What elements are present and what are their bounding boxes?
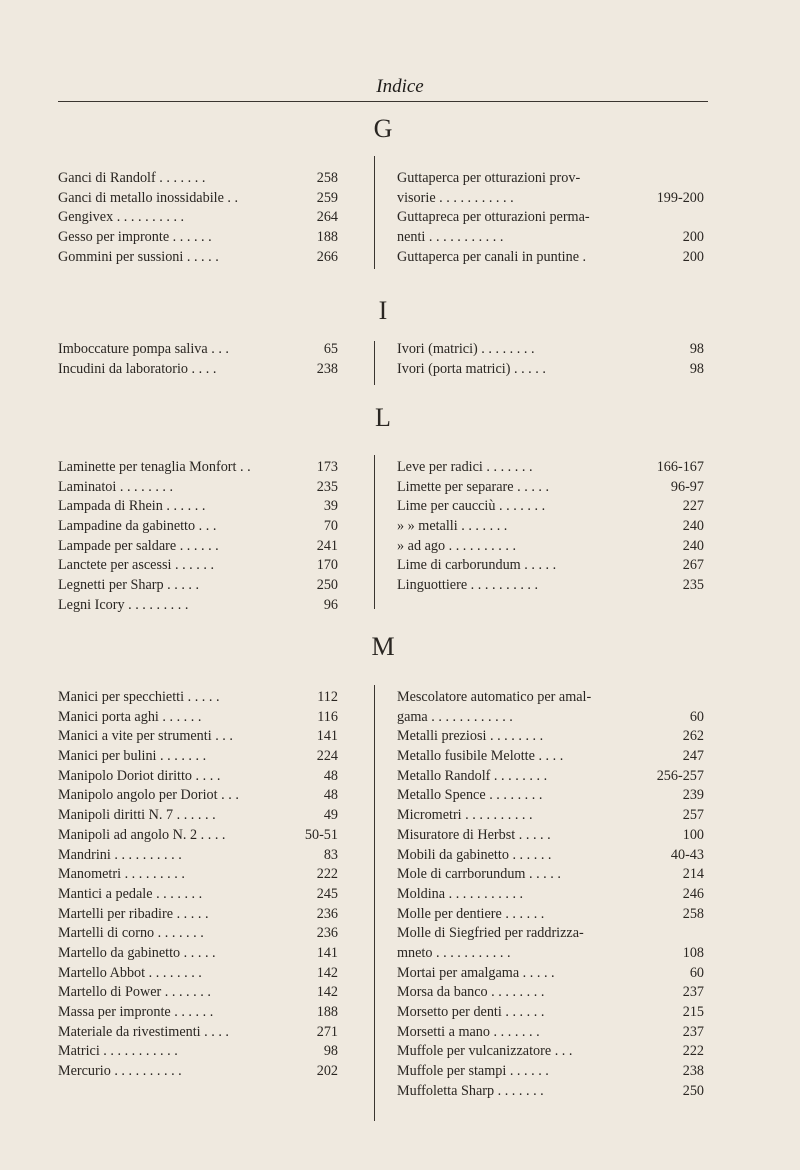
entry-page-number: 238 (316, 360, 338, 377)
index-entry (397, 1062, 704, 1082)
entry-label: Metallo fusibile Melotte . . . . (397, 748, 564, 765)
index-entry (58, 944, 338, 964)
index-entry (397, 905, 704, 925)
entry-page-number: 188 (316, 1004, 338, 1020)
index-entry (58, 905, 338, 925)
entry-page-number: 199-200 (656, 189, 704, 206)
entry-page-number: 259 (316, 189, 338, 206)
entry-page-number: 262 (682, 728, 704, 745)
index-entry (397, 786, 704, 806)
entry-label: Limette per separare . . . . . (397, 478, 550, 495)
index-entry (58, 248, 338, 268)
entry-page-number: 250 (682, 1082, 704, 1099)
entry-label: Martello da gabinetto . . . . . (58, 944, 216, 961)
entry-label: Mandrini . . . . . . . . . . (58, 846, 182, 863)
entry-label: Ganci di Randolf . . . . . . . (58, 170, 206, 186)
entry-label: Legni Icory . . . . . . . . . (58, 596, 189, 613)
entry-page-number: 239 (682, 787, 704, 804)
section-letter: M (371, 632, 395, 661)
index-entry (397, 537, 704, 557)
index-entry (58, 924, 338, 944)
entry-label: Guttaperca per canali in puntine . (397, 248, 587, 265)
index-entry (58, 885, 338, 905)
index-entry (58, 786, 338, 806)
index-entry (397, 169, 704, 189)
section-letter: G (373, 114, 393, 143)
entry-label: Mole di carrborundum . . . . . (397, 866, 561, 883)
index-entry (397, 556, 704, 576)
index-entry (58, 983, 338, 1003)
entry-label: Gommini per sussioni . . . . . (58, 248, 219, 265)
entry-label: Lime per caucciù . . . . . . . (397, 498, 546, 515)
index-entry (58, 727, 338, 747)
index-entry (397, 478, 704, 498)
left-column (58, 688, 338, 1082)
entry-label: Lanctete per ascessi . . . . . . (58, 557, 215, 574)
index-entry (58, 1042, 338, 1062)
entry-label: Manipolo Doriot diritto . . . . (58, 767, 221, 784)
entry-label: Gesso per impronte . . . . . . (58, 229, 212, 246)
entry-page-number: 235 (682, 577, 704, 594)
index-entry (397, 1042, 704, 1062)
index-entry (58, 596, 338, 616)
index-entry (58, 846, 338, 866)
index-entry (397, 228, 704, 248)
entry-label: Manici porta aghi . . . . . . (58, 708, 202, 725)
entry-label: Moldina . . . . . . . . . . . (397, 885, 524, 902)
entry-page-number: 98 (323, 1043, 338, 1060)
entry-page-number: 227 (682, 498, 704, 515)
entry-label: Morsetti a mano . . . . . . . (397, 1023, 540, 1040)
index-entry (58, 688, 338, 708)
entry-label: Lampadine da gabinetto . . . (58, 518, 217, 535)
entry-label: visorie . . . . . . . . . . . (397, 189, 514, 206)
right-column (397, 688, 704, 1101)
entry-page-number: 96 (323, 596, 338, 613)
index-entry (397, 248, 704, 268)
index-entry (397, 189, 704, 209)
index-entry (397, 826, 704, 846)
entry-label: Leve per radici . . . . . . . (397, 459, 533, 475)
index-entry (397, 885, 704, 905)
index-entry (58, 1062, 338, 1082)
entry-page-number: 238 (682, 1063, 704, 1080)
header-rule (58, 101, 708, 102)
entry-label: Mantici a pedale . . . . . . . (58, 885, 203, 902)
section-letter: I (378, 296, 388, 325)
section-letter: L (375, 403, 391, 432)
entry-page-number: 266 (316, 248, 338, 265)
index-entry (58, 767, 338, 787)
entry-page-number: 214 (682, 866, 704, 883)
entry-label: Manipoli diritti N. 7 . . . . . . (58, 807, 216, 824)
entry-label: Metallo Randolf . . . . . . . . (397, 767, 548, 784)
entry-page-number: 40-43 (670, 846, 704, 863)
entry-page-number: 246 (682, 885, 704, 902)
index-entry (397, 747, 704, 767)
index-entry (397, 1023, 704, 1043)
entry-page-number: 141 (316, 728, 338, 745)
entry-label: gama . . . . . . . . . . . . (397, 708, 513, 725)
entry-page-number: 202 (316, 1063, 338, 1080)
entry-page-number: 70 (323, 518, 338, 535)
entry-page-number: 50-51 (304, 826, 338, 843)
entry-label: Martelli per ribadire . . . . . (58, 905, 209, 922)
index-entry (58, 340, 338, 360)
index-entry (397, 924, 704, 944)
index-entry (58, 517, 338, 537)
entry-page-number: 188 (316, 229, 338, 246)
entry-page-number: 240 (682, 518, 704, 535)
entry-label: Metalli preziosi . . . . . . . . (397, 728, 544, 745)
right-column (397, 458, 704, 596)
entry-page-number: 170 (316, 557, 338, 574)
entry-page-number: 142 (316, 984, 338, 1001)
entry-label: Molle per dentiere . . . . . . (397, 905, 545, 922)
index-entry (58, 497, 338, 517)
entry-page-number: 60 (689, 708, 704, 725)
entry-page-number: 236 (316, 905, 338, 922)
entry-page-number: 173 (316, 459, 338, 475)
entry-label: Manici a vite per strumenti . . . (58, 728, 233, 745)
entry-label: Lampada di Rhein . . . . . . (58, 498, 206, 515)
index-entry (397, 767, 704, 787)
entry-label: Martello Abbot . . . . . . . . (58, 964, 202, 981)
entry-label: Manipoli ad angolo N. 2 . . . . (58, 826, 226, 843)
index-entry (397, 806, 704, 826)
entry-label: Ivori (matrici) . . . . . . . . (397, 341, 535, 357)
index-entry (58, 1003, 338, 1023)
entry-label: Matrici . . . . . . . . . . . (58, 1043, 178, 1060)
index-entry (58, 865, 338, 885)
entry-label: Muffoletta Sharp . . . . . . . (397, 1082, 544, 1099)
entry-page-number: 200 (682, 248, 704, 265)
index-entry (58, 478, 338, 498)
index-entry (58, 576, 338, 596)
entry-page-number: 166-167 (656, 459, 704, 475)
entry-label: Legnetti per Sharp . . . . . (58, 577, 200, 594)
entry-label: Mortai per amalgama . . . . . (397, 964, 555, 981)
index-entry (58, 806, 338, 826)
entry-page-number: 235 (316, 478, 338, 495)
index-entry (58, 360, 338, 380)
entry-label: Ganci di metallo inossidabile . . (58, 189, 239, 206)
index-entry (58, 964, 338, 984)
entry-label: Linguottiere . . . . . . . . . . (397, 577, 539, 594)
entry-page-number: 237 (682, 984, 704, 1001)
entry-label: Laminatoi . . . . . . . . (58, 478, 174, 495)
entry-page-number: 98 (689, 360, 704, 377)
entry-page-number: 264 (316, 209, 338, 226)
index-entry (397, 865, 704, 885)
entry-page-number: 83 (323, 846, 338, 863)
entry-page-number: 98 (689, 341, 704, 357)
entry-page-number: 48 (323, 767, 338, 784)
index-entry (397, 1003, 704, 1023)
entry-label: Morsetto per denti . . . . . . (397, 1004, 545, 1020)
index-entry (397, 517, 704, 537)
entry-page-number: 237 (682, 1023, 704, 1040)
index-entry (397, 983, 704, 1003)
entry-page-number: 256-257 (656, 767, 704, 784)
entry-label: Misuratore di Herbst . . . . . (397, 826, 551, 843)
entry-label: Lime di carborundum . . . . . (397, 557, 557, 574)
index-entry (58, 537, 338, 557)
entry-label: Manici per bulini . . . . . . . (58, 748, 207, 765)
entry-page-number: 200 (682, 229, 704, 246)
entry-page-number: 267 (682, 557, 704, 574)
entry-page-number: 142 (316, 964, 338, 981)
index-entry (397, 964, 704, 984)
left-column (58, 340, 338, 379)
entry-label: Lampade per saldare . . . . . . (58, 537, 219, 554)
entry-label: Gengivex . . . . . . . . . . (58, 209, 185, 226)
index-entry (397, 576, 704, 596)
entry-page-number: 49 (323, 807, 338, 824)
column-divider (374, 455, 375, 609)
entry-page-number: 39 (323, 498, 338, 515)
entry-label: » ad ago . . . . . . . . . . (397, 537, 517, 554)
entry-page-number: 240 (682, 537, 704, 554)
entry-label: Morsa da banco . . . . . . . . (397, 984, 545, 1001)
index-entry (58, 189, 338, 209)
entry-label: Martelli di corno . . . . . . . (58, 925, 204, 942)
entry-label: Manipolo angolo per Doriot . . . (58, 787, 239, 804)
index-entry (397, 458, 704, 478)
right-column (397, 169, 704, 267)
entry-label: Mescolatore automatico per amal- (397, 689, 592, 705)
index-entry (397, 340, 704, 360)
entry-label: Imboccature pompa saliva . . . (58, 341, 229, 357)
entry-page-number: 65 (323, 341, 338, 357)
entry-page-number: 108 (682, 944, 704, 961)
entry-label: mneto . . . . . . . . . . . (397, 944, 511, 961)
entry-label: Mobili da gabinetto . . . . . . (397, 846, 552, 863)
index-entry (397, 497, 704, 517)
entry-page-number: 250 (316, 577, 338, 594)
index-entry (397, 944, 704, 964)
entry-label: Molle di Siegfried per raddrizza- (397, 925, 584, 942)
entry-page-number: 112 (317, 689, 338, 705)
index-entry (58, 1023, 338, 1043)
entry-label: Laminette per tenaglia Monfort . . (58, 459, 251, 475)
entry-label: Martello di Power . . . . . . . (58, 984, 211, 1001)
index-entry (58, 747, 338, 767)
entry-label: » » metalli . . . . . . . (397, 518, 508, 535)
entry-label: Metallo Spence . . . . . . . . (397, 787, 543, 804)
index-entry (397, 360, 704, 380)
page-title: Indice (376, 76, 424, 97)
column-divider (374, 156, 375, 269)
entry-label: Guttapreca per otturazioni perma- (397, 209, 590, 226)
index-entry (397, 846, 704, 866)
index-entry (397, 727, 704, 747)
entry-label: Muffole per stampi . . . . . . (397, 1063, 549, 1080)
index-entry (397, 688, 704, 708)
index-entry (397, 1082, 704, 1102)
left-column (58, 458, 338, 616)
entry-page-number: 116 (317, 708, 338, 725)
entry-page-number: 245 (316, 885, 338, 902)
index-entry (58, 228, 338, 248)
index-entry (58, 556, 338, 576)
entry-label: Incudini da laboratorio . . . . (58, 360, 217, 377)
index-entry (397, 208, 704, 228)
entry-page-number: 96-97 (670, 478, 704, 495)
entry-page-number: 48 (323, 787, 338, 804)
right-column (397, 340, 704, 379)
entry-label: Manici per specchietti . . . . . (58, 689, 220, 705)
entry-page-number: 257 (682, 807, 704, 824)
index-entry (397, 708, 704, 728)
entry-page-number: 100 (682, 826, 704, 843)
index-entry (58, 458, 338, 478)
entry-page-number: 60 (689, 964, 704, 981)
entry-label: Materiale da rivestimenti . . . . (58, 1023, 229, 1040)
entry-page-number: 258 (682, 905, 704, 922)
entry-label: nenti . . . . . . . . . . . (397, 229, 504, 246)
entry-label: Ivori (porta matrici) . . . . . (397, 360, 546, 377)
index-entry (58, 708, 338, 728)
entry-page-number: 224 (316, 748, 338, 765)
entry-page-number: 141 (316, 944, 338, 961)
entry-page-number: 222 (682, 1043, 704, 1060)
entry-label: Manometri . . . . . . . . . (58, 866, 185, 883)
index-entry (58, 208, 338, 228)
entry-label: Massa per impronte . . . . . . (58, 1004, 214, 1020)
entry-page-number: 247 (682, 748, 704, 765)
entry-label: Mercurio . . . . . . . . . . (58, 1063, 182, 1080)
entry-page-number: 241 (316, 537, 338, 554)
left-column (58, 169, 338, 267)
column-divider (374, 685, 375, 1121)
index-entry (58, 826, 338, 846)
entry-page-number: 222 (316, 866, 338, 883)
entry-page-number: 236 (316, 925, 338, 942)
column-divider (374, 341, 375, 385)
entry-page-number: 215 (682, 1004, 704, 1020)
entry-label: Micrometri . . . . . . . . . . (397, 807, 533, 824)
entry-label: Muffole per vulcanizzatore . . . (397, 1043, 573, 1060)
entry-label: Guttaperca per otturazioni prov- (397, 170, 581, 186)
entry-page-number: 271 (316, 1023, 338, 1040)
index-entry (58, 169, 338, 189)
entry-page-number: 258 (316, 170, 338, 186)
